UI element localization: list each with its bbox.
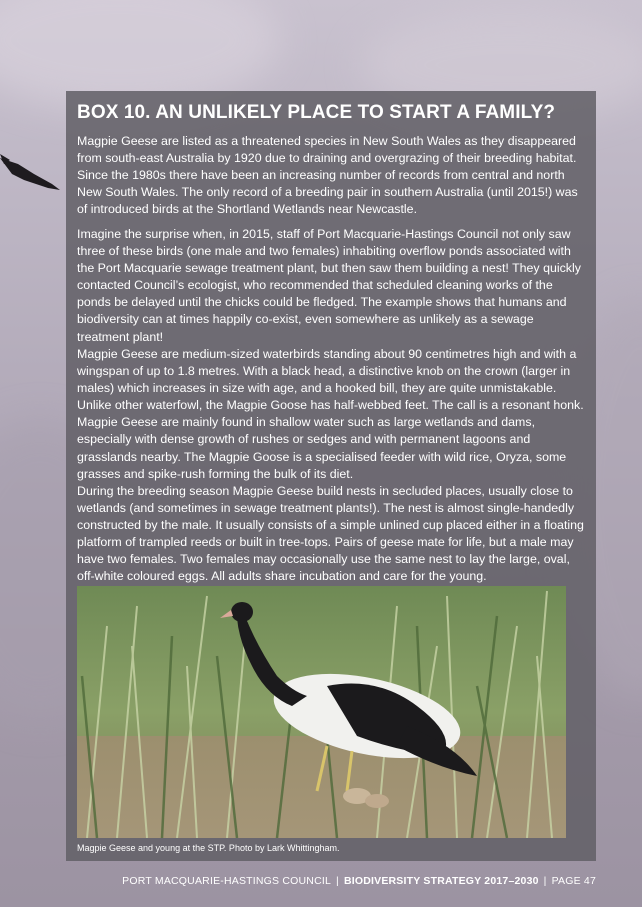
footer-separator: | <box>336 875 339 887</box>
paragraph-3: Magpie Geese are medium-sized waterbirds standing about 90 centimetres high and with a wingspan of up to 1.8 metres. With a black head, a distinctive knob on the crown (larger in males) which increases in size with age, and a hooked bill, they are quite unmistakable. Unlike other waterfowl, the Magpie Goose has half-webbed feet. The call is a resonant honk. Magpie Geese are mainly found in shallow water such as large wetlands and dams, especially with dense growth of rushes or sedges and with permanent lagoons and grasslands nearby. The Magpie Goose is a specialised feeder with wild rice, Oryza, some grasses and spike-rush forming the bulk of its diet. <box>77 347 584 481</box>
footer-organisation: PORT MACQUARIE-HASTINGS COUNCIL <box>122 875 332 887</box>
magpie-goose-photo <box>77 586 566 838</box>
photo-caption: Magpie Geese and young at the STP. Photo by Lark Whittingham. <box>77 843 340 853</box>
bird-silhouette <box>0 150 70 210</box>
page-footer <box>122 875 596 887</box>
box-title: BOX 10. AN UNLIKELY PLACE TO START A FAMILY? <box>77 102 556 123</box>
footer-separator: | <box>543 875 547 887</box>
paragraph-4: During the breeding season Magpie Geese build nests in secluded places, usually close to wetlands (and sometimes in sewage treatment plants!). The nest is almost single-handedly constructed by the male. It usually consists of a simple unlined cup placed either in a floating platform of trampled reeds or built in tree-tops. Pairs of geese mate for life, but a male may have two females. Two females may occasionally use the same nest to lay the large, oval, off-white coloured eggs. All adults share incubation and care for the young. <box>77 484 584 584</box>
footer-document-title: BIODIVERSITY STRATEGY 2017–2030 <box>343 875 539 887</box>
footer-page-number: PAGE 47 <box>551 875 596 887</box>
paragraph-2: Imagine the surprise when, in 2015, staff of Port Macquarie-Hastings Council not only saw three of these birds (one male and two females) inhabiting overflow ponds associated with the Port Macquarie sewage treatment plant, but then saw them building a nest! They quickly contacted Council’s ecologist, who recommended that scheduled cleaning works of the ponds be delayed until the chicks could be fledged. The example shows that humans and biodiversity can at times happily co-exist, even somewhere as unlikely as a sewage treatment plant! <box>77 227 581 344</box>
paragraph-1: Magpie Geese are listed as a threatened species in New South Wales as they disappeared from south-east Australia by 1920 due to draining and overgrazing of their breeding habitat. Since the 1980s there have been an increasing number of records from central and north New South Wales. The only record of a breeding pair in southern Australia (until 2015!) was of introduced birds at the Shortland Wetlands near Newcastle. <box>77 134 578 217</box>
